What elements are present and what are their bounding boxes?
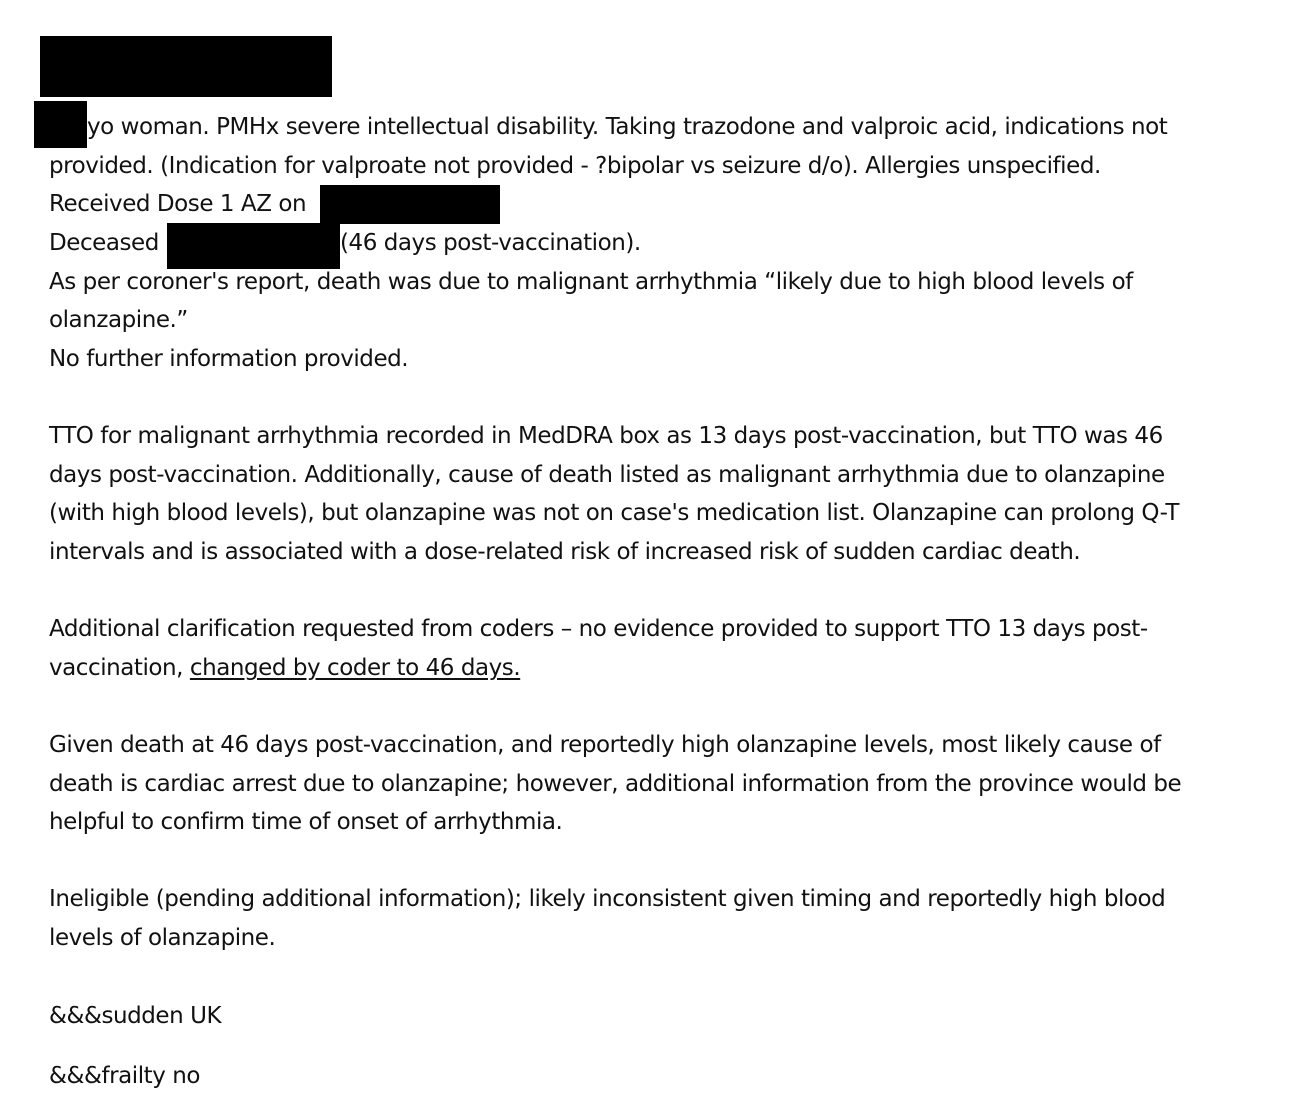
note-line-2	[49, 151, 1101, 181]
note-text: As per coroner's report, death was due to malignant arrhythmia “likely due to high blood levels of	[49, 269, 1133, 295]
note-line-10	[49, 498, 1179, 528]
note-line-13	[49, 653, 520, 683]
redaction-death-date	[167, 223, 340, 269]
redaction-age	[34, 101, 87, 148]
note-line-5	[49, 267, 1133, 297]
note-line-12	[49, 614, 1148, 644]
tag-frailty	[49, 1061, 200, 1091]
note-line-4-cont	[340, 228, 641, 258]
note-text: TTO for malignant arrhythmia recorded in MedDRA box as 13 days post-vaccination, but TTO was 46	[49, 423, 1163, 449]
note-text: provided. (Indication for valproate not provided - ?bipolar vs seizure d/o). Allergies unspecified.	[49, 153, 1101, 179]
note-text: helpful to confirm time of onset of arrhythmia.	[49, 809, 563, 835]
tag-text: &&&frailty no	[49, 1063, 200, 1089]
note-text: intervals and is associated with a dose-related risk of increased risk of sudden cardiac death.	[49, 539, 1081, 565]
note-text: (with high blood levels), but olanzapine was not on case's medication list. Olanzapine can prolong Q-T	[49, 500, 1180, 526]
note-line-11	[49, 537, 1080, 567]
redaction-header	[40, 36, 332, 97]
note-text: Additional clarification requested from coders – no evidence provided to support TTO 13 days post-	[49, 616, 1148, 642]
tag-text: &&&sudden UK	[49, 1003, 222, 1029]
note-line-14	[49, 730, 1161, 760]
note-line-1	[87, 112, 1167, 142]
redaction-dose-date	[320, 185, 500, 224]
note-text: Deceased	[49, 230, 159, 256]
note-line-15	[49, 769, 1181, 799]
note-text: vaccination,	[49, 655, 190, 681]
underlined-text: changed by coder to 46 days.	[189, 655, 521, 681]
tag-sudden	[49, 1001, 221, 1031]
note-line-9	[49, 460, 1165, 490]
note-text: No further information provided.	[49, 346, 409, 372]
note-line-4	[49, 228, 159, 258]
note-line-16	[49, 807, 562, 837]
note-text: levels of olanzapine.	[49, 925, 276, 951]
note-text: days post-vaccination. Additionally, cause of death listed as malignant arrhythmia due to olanzapine	[49, 462, 1165, 488]
note-text: Received Dose 1 AZ on	[49, 191, 307, 217]
note-text: Given death at 46 days post-vaccination, and reportedly high olanzapine levels, most likely cause of	[49, 732, 1161, 758]
note-text: (46 days post-vaccination).	[340, 230, 641, 256]
note-text: yo woman. PMHx severe intellectual disability. Taking trazodone and valproic acid, indications not	[87, 114, 1168, 140]
note-line-7	[49, 344, 408, 374]
note-text: Ineligible (pending additional information); likely inconsistent given timing and reportedly high blood	[49, 886, 1166, 912]
note-text: olanzapine.”	[49, 307, 188, 333]
note-line-17	[49, 884, 1165, 914]
note-line-3	[49, 189, 306, 219]
note-line-18	[49, 923, 275, 953]
note-text: death is cardiac arrest due to olanzapine; however, additional information from the province would be	[49, 771, 1182, 797]
note-line-6	[49, 305, 188, 335]
note-line-8	[49, 421, 1163, 451]
